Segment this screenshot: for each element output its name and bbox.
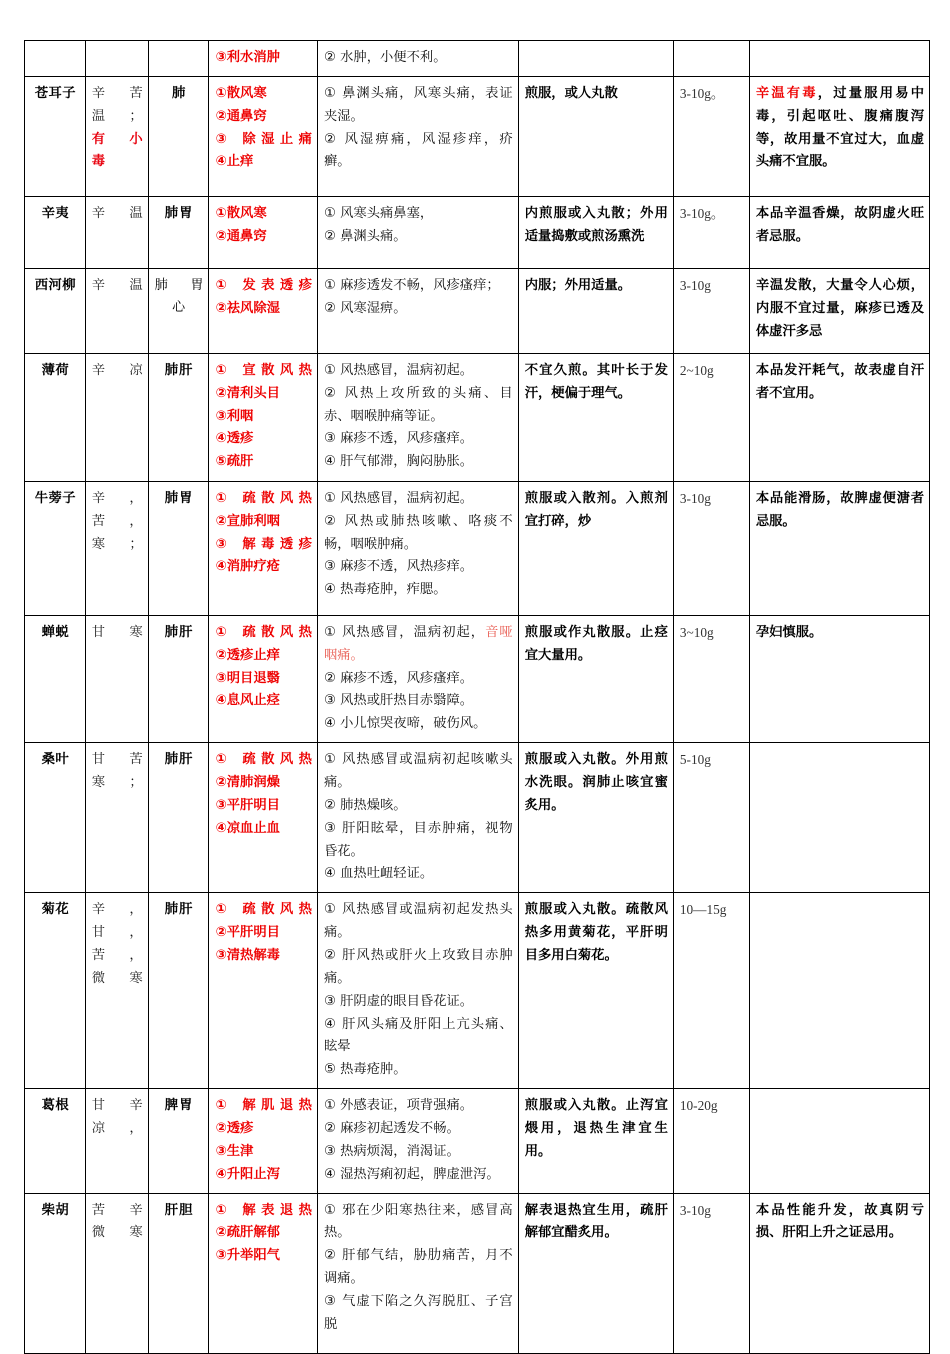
indication-item: ① 风热感冒，温病初起，音哑咽痛。 [323,624,513,663]
herb-name-cell: 桑叶 [25,743,86,893]
herb-nature-cell [85,196,148,268]
herb-meridian-cell [148,893,209,1089]
herb-dosage-cell: 3-10g [673,1193,749,1353]
nature-line: 辛， [91,902,143,918]
herb-usage-cell [518,41,673,77]
herb-usage-cell [518,1193,673,1353]
caution-line: 本品发汗耗气，故表虚自汗者不宜用。 [755,362,924,401]
herb-usage-cell [518,893,673,1089]
usage-line: 煎服或作丸散服。止痉宜大量用。 [524,624,668,663]
usage-line: 内服；外用适量。 [524,277,632,293]
meridian-line: 肺 胃 [154,277,204,293]
herb-usage-cell [518,268,673,353]
table-row [25,743,930,893]
action-item: ①散风寒 [215,85,267,101]
action-item: ②平肝明目 [215,925,280,941]
nature-line: 温 ； [91,108,143,124]
herb-name-cell: 薄荷 [25,353,86,481]
table-row [25,893,930,1089]
herb-meridian-cell [148,76,209,196]
action-item: ②通鼻窍 [215,108,267,124]
herb-cautions-cell [749,743,929,893]
action-item: ④消肿疗疮 [215,559,280,575]
herb-indications-cell [317,1089,518,1193]
indication-item: ② 风热或肺热咳嗽、咯痰不畅，咽喉肿痛。 [323,513,513,552]
herb-dosage-cell: 10-20g [673,1089,749,1193]
action-item: ②疏肝解郁 [215,1225,280,1241]
herb-indications-cell [317,481,518,615]
herb-cautions-cell [749,615,929,742]
herb-actions-cell [209,743,318,893]
indication-item: ③ 肝阳眩晕，目赤肿痛，视物昏花。 [323,820,513,859]
usage-line: 不宜久煎。其叶长于发汗，梗偏于理气。 [524,362,668,401]
nature-line: 辛 苦 [91,85,143,101]
indication-item: ② 鼻渊头痛。 [323,228,407,244]
herb-name-cell: 柴胡 [25,1193,86,1353]
nature-line: 辛温 [91,277,143,293]
herb-dosage-cell: 2~10g [673,353,749,481]
table-row [25,1089,930,1193]
herb-nature-cell [85,481,148,615]
usage-line: 煎服，或人丸散 [524,85,618,101]
herb-meridian-cell [148,743,209,893]
action-item: ① 解肌退热 [215,1098,312,1114]
herb-name-cell [25,41,86,77]
herb-actions-cell [209,196,318,268]
caution-line: ，过量服用易中毒，引起呕吐、腹痛腹泻等，故用量不宜过大，血虚头痛不宜服。 [755,85,925,170]
table-row [25,1193,930,1353]
nature-line: 苦， [91,948,143,964]
action-item: ① 疏散风热 [215,752,312,768]
herb-usage-cell [518,196,673,268]
herb-usage-cell [518,743,673,893]
action-item: ②透疹 [215,1121,254,1137]
herb-nature-cell [85,353,148,481]
table-row [25,41,930,77]
indication-item: ② 麻疹初起透发不畅。 [323,1121,460,1137]
meridian-line: 肺肝 [164,362,194,378]
indication-item: ④ 热毒疮肿，痄腮。 [323,582,447,598]
herb-name-cell: 菊花 [25,893,86,1089]
action-item: ③明目退翳 [215,670,280,686]
herb-dosage-cell: 3-10g [673,268,749,353]
meridian-line: 脾胃 [164,1098,194,1114]
action-item: ① 疏散风热 [215,624,312,640]
herb-meridian-cell [148,41,209,77]
meridian-line: 肺 [171,85,187,101]
meridian-line: 肺肝 [164,902,194,918]
herb-actions-cell [209,76,318,196]
meridian-line: 肺肝 [164,624,194,640]
caution-line: 辛温发散，大量令人心烦，内服不宜过量，麻疹已透及体虚汗多忌 [755,277,924,339]
nature-line: 微寒 [91,1225,143,1241]
herb-name-cell: 葛根 [25,1089,86,1193]
herb-dosage-cell: 3-10g [673,481,749,615]
indication-item: ① 邪在少阳寒热往来，感冒高热。 [323,1202,513,1241]
indication-item: ④ 血热吐衄轻证。 [323,866,434,882]
herb-cautions-cell [749,353,929,481]
herb-dosage-cell: 3~10g [673,615,749,742]
herb-name-cell: 西河柳 [25,268,86,353]
herb-meridian-cell [148,353,209,481]
usage-line: 煎服或入丸散。疏散风热多用黄菊花，平肝明目多用白菊花。 [524,902,668,964]
usage-line: 解表退热宜生用，疏肝解郁宜醋炙用。 [524,1202,668,1241]
herb-indications-cell [317,1193,518,1353]
herb-actions-cell [209,353,318,481]
action-item: ③升举阳气 [215,1248,280,1264]
nature-toxic-line: 毒 [91,154,106,170]
action-item: ②清肺润燥 [215,775,280,791]
action-item: ②宣肺利咽 [215,513,280,529]
action-item: ②透疹止痒 [215,647,280,663]
nature-line: 微寒 [91,970,143,986]
action-item: ① 宣散风热 [215,362,312,378]
caution-line: 本品能滑肠，故脾虚便溏者忌服。 [755,490,924,529]
herb-indications-cell [317,268,518,353]
herb-usage-cell [518,1089,673,1193]
action-item: ③ 解毒透疹 [215,536,312,552]
herb-indications-cell [317,41,518,77]
meridian-line: 肝胆 [164,1202,194,1218]
herb-usage-cell [518,481,673,615]
herb-reference-table [24,40,930,1354]
action-item: ① 解表退热 [215,1202,312,1218]
indication-item: ② 风湿痹痛，风湿疹痒，疥癣。 [323,131,513,170]
indication-item: ① 外感表证，项背强痛。 [323,1098,474,1114]
action-item: ③平肝明目 [215,797,280,813]
indication-item: ② 风寒湿痹。 [323,300,407,316]
nature-line: 寒； [91,536,143,552]
indication-item: ⑤ 热毒疮肿。 [323,1062,407,1078]
herb-nature-cell [85,1089,148,1193]
herb-cautions-cell [749,41,929,77]
action-item: ④升阳止泻 [215,1166,280,1182]
herb-nature-cell [85,893,148,1089]
herb-actions-cell [209,268,318,353]
caution-warning: 辛温有毒 [755,85,818,101]
indication-item: ① 风寒头痛鼻塞， [323,205,434,221]
herb-name-cell: 辛夷 [25,196,86,268]
herb-actions-cell [209,41,318,77]
herb-dosage-cell [673,41,749,77]
indication-item: ③ 肝阴虚的眼目昏花证。 [323,993,474,1009]
herb-meridian-cell [148,481,209,615]
action-item: ④凉血止血 [215,820,280,836]
indication-item: ④ 小儿惊哭夜啼，破伤风。 [323,716,487,732]
herb-indications-cell [317,76,518,196]
indication-item: ③ 麻疹不透，风热疹痒。 [323,559,474,575]
herb-nature-cell [85,268,148,353]
action-item: ③利咽 [215,408,254,424]
herb-name-cell: 苍耳子 [25,76,86,196]
herb-usage-cell [518,353,673,481]
herb-nature-cell [85,615,148,742]
caution-line: 孕妇慎服。 [755,624,823,640]
action-item: ①散风寒 [215,205,267,221]
herb-cautions-cell [749,893,929,1089]
indication-item: ① 风热感冒或温病初起咳嗽头痛。 [323,752,513,791]
herb-usage-cell [518,615,673,742]
meridian-line: 肺胃 [164,490,194,506]
caution-line: 本品辛温香燥，故阴虚火旺者忌服。 [755,205,924,244]
action-item: ① 疏散风热 [215,902,312,918]
herb-indications-cell [317,893,518,1089]
indication-item: ① 风热感冒或温病初起发热头痛。 [323,902,513,941]
table-body [25,41,930,1354]
meridian-line: 肺胃 [164,205,194,221]
nature-line: 辛凉 [91,362,143,378]
table-row [25,76,930,196]
indication-item: ① 鼻渊头痛，风寒头痛，表证夹湿。 [323,85,513,124]
nature-line: 苦辛 [91,1202,143,1218]
table-row [25,268,930,353]
indication-item: ③ 热病烦渴，消渴证。 [323,1143,460,1159]
caution-line: 本品性能升发，故真阴亏损、肝阳上升之证忌用。 [755,1202,924,1241]
herb-meridian-cell [148,1089,209,1193]
herb-indications-cell [317,743,518,893]
herb-cautions-cell [749,76,929,196]
nature-line: 甘辛 [91,1098,143,1114]
indication-item: ① 风热感冒，温病初起。 [323,490,474,506]
usage-line: 煎服或入散剂。入煎剂宜打碎，炒 [524,490,668,529]
herb-name-cell: 蝉蜕 [25,615,86,742]
action-item: ④透疹 [215,431,254,447]
herb-actions-cell [209,1089,318,1193]
nature-toxic-line: 有 小 [91,131,143,147]
herb-dosage-cell: 5-10g [673,743,749,893]
action-item: ④息风止痉 [215,693,280,709]
usage-line: 内煎服或入丸散；外用适量捣敷或煎汤熏洗 [524,205,668,244]
nature-line: 辛， [91,490,143,506]
table-row [25,615,930,742]
nature-line: 辛温 [91,205,143,221]
indication-item: ② 水肿，小便不利。 [323,50,447,65]
nature-line: 寒； [91,775,143,791]
indication-item: ④ 湿热泻痢初起，脾虚泄泻。 [323,1166,500,1182]
indication-item: ② 肝郁气结，胁肋痛苦，月不调痛。 [323,1248,513,1287]
indication-item: ④ 肝气郁滞，胸闷胁胀。 [323,454,474,470]
indication-highlight: 音哑咽痛。 [323,624,513,663]
herb-name-cell: 牛蒡子 [25,481,86,615]
herb-cautions-cell [749,481,929,615]
action-item: ④止痒 [215,154,254,170]
herb-meridian-cell [148,268,209,353]
indication-item: ② 风热上攻所致的头痛、目赤、咽喉肿痛等证。 [323,385,513,424]
action-item: ③利水消肿 [215,50,280,65]
action-item: ⑤疏肝 [215,454,254,470]
herb-indications-cell [317,353,518,481]
herb-cautions-cell [749,196,929,268]
herb-meridian-cell [148,1193,209,1353]
herb-nature-cell [85,743,148,893]
indication-item: ② 肺热燥咳。 [323,797,407,813]
herb-meridian-cell [148,196,209,268]
table-row [25,196,930,268]
herb-actions-cell [209,481,318,615]
usage-line: 煎服或入丸散。止泻宜煨用，退热生津宜生用。 [524,1098,668,1159]
action-item: ②通鼻窍 [215,228,267,244]
action-item: ① 发表透疹 [215,277,312,293]
herb-cautions-cell [749,268,929,353]
herb-actions-cell [209,1193,318,1353]
action-item: ③生津 [215,1143,254,1159]
action-item: ③清热解毒 [215,948,280,964]
indication-item: ③ 气虚下陷之久泻脱肛、子宫脱 [323,1294,513,1332]
nature-line: 苦， [91,513,143,529]
herb-nature-cell [85,76,148,196]
action-item: ① 疏散风热 [215,490,312,506]
indication-item: ① 麻疹透发不畅，风疹瘙痒； [323,277,500,293]
nature-line: 甘， [91,925,143,941]
nature-line: 甘苦 [91,752,143,768]
herb-nature-cell [85,41,148,77]
indication-item: ③ 风热或肝热目赤翳障。 [323,693,474,709]
herb-indications-cell [317,196,518,268]
meridian-line: 肺肝 [164,752,194,768]
herb-dosage-cell: 3-10g。 [673,76,749,196]
nature-line: 甘寒 [91,624,143,640]
indication-item: ② 肝风热或肝火上攻致目赤肿痛。 [323,948,513,986]
herb-actions-cell [209,615,318,742]
herb-cautions-cell [749,1089,929,1193]
indication-item: ② 麻疹不透，风疹瘙痒。 [323,670,474,686]
herb-meridian-cell [148,615,209,742]
nature-line: 凉， [91,1121,143,1137]
indication-item: ① 风热感冒，温病初起。 [323,362,474,378]
action-item: ②清利头目 [215,385,280,401]
usage-line: 煎服或入丸散。外用煎水洗眼。润肺止咳宜蜜炙用。 [524,752,668,813]
action-item: ②祛风除湿 [215,300,280,316]
action-item: ③ 除湿止痛 [215,131,312,147]
indication-item: ④ 肝风头痛及肝阳上亢头痛、眩晕 [323,1016,513,1055]
herb-dosage-cell: 3-10g。 [673,196,749,268]
table-row [25,481,930,615]
table-row [25,353,930,481]
herb-nature-cell [85,1193,148,1353]
herb-cautions-cell [749,1193,929,1353]
indication-item: ③ 麻疹不透，风疹瘙痒。 [323,431,474,447]
meridian-line: 心 [172,300,187,316]
herb-actions-cell [209,893,318,1089]
herb-usage-cell [518,76,673,196]
herb-dosage-cell: 10—15g [673,893,749,1089]
herb-indications-cell [317,615,518,742]
